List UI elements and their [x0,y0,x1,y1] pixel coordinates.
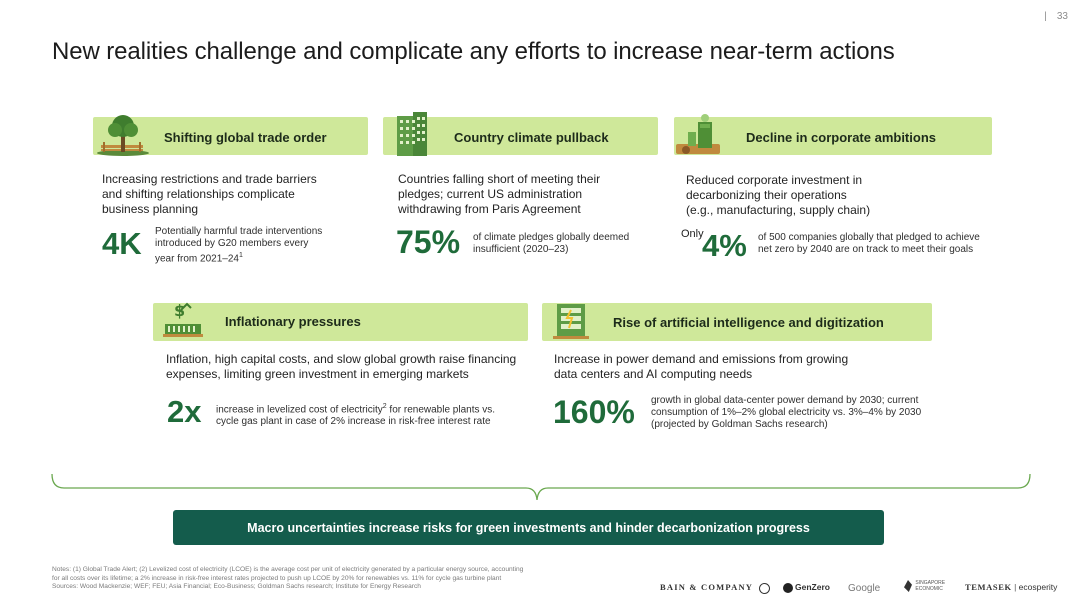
corporate-heading: Decline in corporate ambitions [746,130,936,145]
google-logo: Google [848,583,881,594]
page-number: | 33 [1044,11,1068,22]
inflation-note: increase in levelized cost of electricity$^2$ for renewable plants vs. cycle gas plant in case of 2% increase in risk-free interest rate [216,403,496,428]
corporate-stat-prefix: Only [681,228,704,240]
tree-icon [93,112,151,156]
corporate-note: of 500 companies globally that pledged to achieve net zero by 2040 are on track to meet their goals [758,232,980,255]
svg-text:$: $ [174,301,186,320]
ai-note: growth in global data-center power demand by 2030; current consumption of 1%–2% global electricity vs. 3%–4% by 2030 (projected by Goldman Sachs research) [651,395,922,430]
building-icon [385,108,443,152]
corporate-description: Reduced corporate investment in decarbonizing their operations (e.g., manufacturing, supply chain) [686,173,871,217]
corporate-stat: 4% [702,228,747,263]
conclusion-banner: Macro uncertainties increase risks for green investments and hinder decarbonization progress [173,510,884,545]
trade-heading: Shifting global trade order [164,130,327,145]
factory-icon [674,110,732,154]
climate-description: Countries falling short of meeting their pledges; current US administration withdrawing from Paris Agreement [398,172,601,216]
bain-circle-icon [759,583,770,594]
genzero-logo: GenZero [783,582,830,593]
bain-logo: BAIN & COMPANY [660,582,770,594]
footnotes: Notes: (1) Global Trade Alert; (2) Levelized cost of electricity (LCOE) is the average cost per unit of electricity generated by a particular energy source, accounting for all costs over its lifetime; a 2% increase in risk-free interest rates projected to push up LCOE by 20% for renewables vs. 11% for cycle gas turbine plant Sources: Wood Mackenzie; WEF; FEU; Asia Financial; Eco-Business; Goldman Sachs research; Institute for Energy Research [52,566,524,591]
inflation-heading: Inflationary pressures [225,314,361,329]
ai-heading: Rise of artificial intelligence and digitization [613,315,884,330]
money-icon [155,296,213,340]
singapore-mark-icon [904,580,912,592]
ai-stat: 160% [553,394,635,430]
singapore-economic-logo: SINGAPORE ECONOMIC [904,580,945,592]
trade-description: Increasing restrictions and trade barriers and shifting relationships complicate business planning [102,172,317,216]
bracket-divider [50,472,1034,504]
server-icon [545,298,603,342]
climate-heading: Country climate pullback [454,130,609,145]
trade-note: Potentially harmful trade interventions introduced by G20 members every year from $2021-24^1$ [155,226,323,265]
inflation-description: Inflation, high capital costs, and slow global growth raise financing expenses, limiting green investment in emerging markets [166,352,517,381]
inflation-stat: 2x [167,394,202,429]
trade-stat: 4K [102,226,142,261]
climate-note: of climate pledges globally deemed insufficient (2020–23) [473,232,630,255]
climate-stat: 75% [396,224,461,260]
page-title: New realities challenge and complicate any efforts to increase near-term actions [52,38,895,65]
genzero-mark-icon [783,583,793,593]
temasek-ecosperity-logo: TEMASEK | ecosperity [965,582,1058,592]
ai-description: Increase in power demand and emissions from growing data centers and AI computing needs [554,352,849,381]
